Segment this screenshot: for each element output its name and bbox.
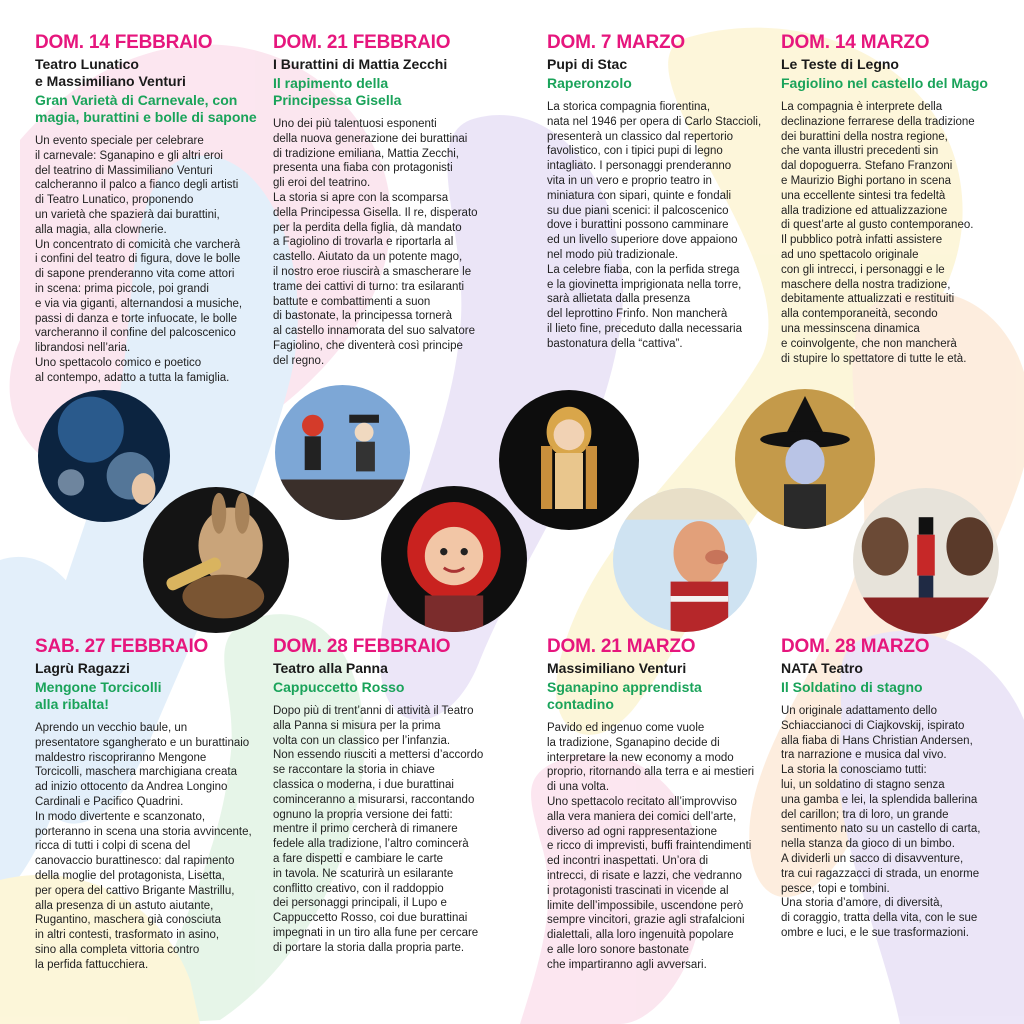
photo-rapunzel bbox=[499, 390, 639, 530]
event-column-5 bbox=[35, 636, 270, 973]
event-title: Cappuccetto Rosso bbox=[273, 679, 405, 695]
event-column-7 bbox=[547, 636, 777, 973]
event-date: DOM. 21 MARZO bbox=[547, 636, 696, 657]
event-title: Mengone Torcicolli alla ribalta! bbox=[35, 679, 162, 712]
event-date: DOM. 14 FEBBRAIO bbox=[35, 32, 213, 53]
event-company: Pupi di Stac bbox=[547, 56, 628, 72]
event-title: Il rapimento della Principessa Gisella bbox=[273, 75, 402, 108]
event-title: Fagiolino nel castello del Mago bbox=[781, 75, 988, 91]
event-column-3 bbox=[547, 32, 772, 352]
event-description: Un originale adattamento dello Schiaccianoci di Ciajkovskij, ispirato alla fiaba di Hans Christian Andersen, tra narrazione e musica dal vivo. La storia la conosciamo tutti: lui, un soldatino di stagno senza una gamba e lei, la splendida ballerina del carillon; tra di loro, un grande sentimento nato su un castello di carta, nella stanza da gioco di un bimbo. A dividerli un sacco di disavventure, tra cui ragazzacci di strada, un enorme pesce, topi e tombini. Una storia d’amore, di diversità, di coraggio, tratta della vita, con le sue ombre e luci, e le sue trasformazioni. bbox=[781, 705, 981, 939]
event-company: Teatro Lunatico e Massimiliano Venturi bbox=[35, 56, 186, 89]
event-date: DOM. 7 MARZO bbox=[547, 32, 685, 53]
event-title: Raperonzolo bbox=[547, 75, 632, 91]
event-company: Lagrù Ragazzi bbox=[35, 660, 130, 676]
event-column-8 bbox=[781, 636, 1011, 941]
event-column-1 bbox=[35, 32, 265, 386]
photo-sganapino bbox=[613, 488, 757, 632]
event-column-6 bbox=[273, 636, 518, 956]
event-title: Gran Varietà di Carnevale, con magia, burattini e bolle di sapone bbox=[35, 92, 257, 125]
photo-tin-soldier bbox=[853, 488, 999, 634]
event-date: DOM. 28 FEBBRAIO bbox=[273, 636, 451, 657]
event-company: Massimiliano Venturi bbox=[547, 660, 687, 676]
event-date: SAB. 27 FEBBRAIO bbox=[35, 636, 209, 657]
photo-witch bbox=[735, 389, 875, 529]
event-company: NATA Teatro bbox=[781, 660, 863, 676]
event-description: Pavido ed ingenuo come vuole la tradizione, Sganapino decide di interpretare la new economy a modo proprio, ritornando alla terra e ai mestieri di una volta. Uno spettacolo recitato all’improvviso alla vera maniera dei comici dell’arte, diverso ad ogni rappresentazione e ricco di imprevisti, buffi fraintendimenti ed incontri inaspettati. Un’ora di intrecci, di risate e lazzi, che vedranno i protagonisti trascinati in vicende al limite dell’impossibile, uscendone però sempre vincitori, grazie agli strafalcioni dialettali, alla loro ingenuità popolare e alle loro sonore bastonate che impartiranno agli avversari. bbox=[547, 722, 755, 971]
event-description: La storica compagnia fiorentina, nata nel 1946 per opera di Carlo Staccioli, presenterà un classico dal repertorio favolistico, con i tipici pupi di legno intagliato. I personaggi prenderanno vita in un vero e proprio teatro in miniatura con sipari, quinte e fondali su due piani scenici: il palcoscenico dove i burattini possono camminare ed un livello superiore dove appaiono nel modo più tradizionale. La celebre fiaba, con la perfida strega e la giovinetta imprigionata nella torre, sarà allietata dalla presenza del leprottino Frinfo. Non mancherà il lieto fine, preceduto dalla necessaria bastonatura della “cattiva”. bbox=[547, 101, 762, 350]
photo-puppets-arms bbox=[275, 385, 410, 520]
photo-bubbles bbox=[38, 390, 170, 522]
event-date: DOM. 14 MARZO bbox=[781, 32, 930, 53]
event-column-2 bbox=[273, 32, 513, 369]
event-company: Teatro alla Panna bbox=[273, 660, 388, 676]
event-description: Un evento speciale per celebrare il carnevale: Sganapino e gli altri eroi del teatrino di Massimiliano Venturi calcheranno il palco a fianco degli artisti di Teatro Lunatico, proponendo un varietà che spazierà dai burattini, alla magia, alla clownerie. Un concentrato di comicità che varcherà i confini del teatro di figura, dove le bolle di sapone prenderanno vita come attori in scena: prima piccole, poi grandi e via via giganti, alternandosi a musiche, passi di danza e torte infuocate, le bolle varcheranno il confine del palcoscenico librandosi nell’aria. Uno spettacolo comico e poetico al contempo, adatto a tutta la famiglia. bbox=[35, 135, 243, 384]
event-description: Uno dei più talentuosi esponenti della nuova generazione dei burattinai di tradizione emiliana, Mattia Zecchi, presenta una fiaba con protagonisti gli eroi del teatrino. La storia si apre con la scomparsa della Principessa Gisella. Il re, disperato per la perdita della figlia, dà mandato a Fagiolino di trovarla e riportarla al castello. Aiutato da un potente mago, il nostro eroe riuscirà a smascherare le trame dei cattivi di turno: tra esilaranti battute e combattimenti a suon di bastonate, la principessa tornerà al castello innamorata del suo salvatore Fagiolino, che diventerà così principe del regno. bbox=[273, 118, 478, 367]
event-title: Sganapino apprendista contadino bbox=[547, 679, 702, 712]
event-description: Dopo più di trent’anni di attività il Teatro alla Panna si misura per la prima volta con un classico per l’infanzia. Non essendo riusciti a mettersi d’accordo se raccontare la storia in chiave classica o moderna, i due burattinai cominceranno a misurarsi, raccontando ognuno la propria versione dei fatti: mentre il primo cercherà di rimanere fedele alla tradizione, l’altro comincerà a fare dispetti e cambiare le carte in tavola. Ne scaturirà un esilarante conflitto creativo, con il raddoppio dei personaggi principali, il Lupo e Cappuccetto Rosso, coi due burattinai impegnati in un tiro alla fune per cercare di portare la storia dalla propria parte. bbox=[273, 705, 484, 954]
event-description: La compagnia è interprete della declinazione ferrarese della tradizione dei burattini della nostra regione, che vanta illustri precedenti sin dal dopoguerra. Stefano Franzoni e Maurizio Bighi portano in scena una eccellente sintesi tra fedeltà alla tradizione ed attualizzazione di quest’arte al gusto contemporaneo. Il pubblico potrà infatti assistere ad uno spettacolo originale con gli intrecci, i personaggi e le maschere della nostra tradizione, debitamente attualizzati e restituiti alla contemporaneità, secondo una messinscena dinamica e coinvolgente, che non mancherà di stupire lo spettatore di tutte le età. bbox=[781, 101, 975, 365]
event-description: Aprendo un vecchio baule, un presentatore sgangherato e un burattinaio maldestro riscopriranno Mengone Torcicolli, maschera marchigiana creata ad inizio ottocento da Andrea Longino Cardinali e Pacifico Quadrini. In modo divertente e scanzonato, porteranno in scena una storia avvincente, ricca di tutti i colpi di scena del canovaccio burattinesco: dal rapimento della moglie del protagonista, Lisetta, per opera del cattivo Brigante Mastrillu, alla presenza di un astuto aiutante, Rugantino, maschera già conosciuta in altri contesti, trasformato in asino, sino alla completa vittoria contro la perfida fattucchiera. bbox=[35, 722, 252, 971]
event-date: DOM. 28 MARZO bbox=[781, 636, 930, 657]
event-title: Il Soldatino di stagno bbox=[781, 679, 923, 695]
event-company: Le Teste di Legno bbox=[781, 56, 899, 72]
event-company: I Burattini di Mattia Zecchi bbox=[273, 56, 448, 72]
event-column-4 bbox=[781, 32, 1011, 366]
event-date: DOM. 21 FEBBRAIO bbox=[273, 32, 451, 53]
photo-red-riding-hood bbox=[381, 486, 527, 632]
photo-donkey-puppet bbox=[143, 487, 289, 633]
